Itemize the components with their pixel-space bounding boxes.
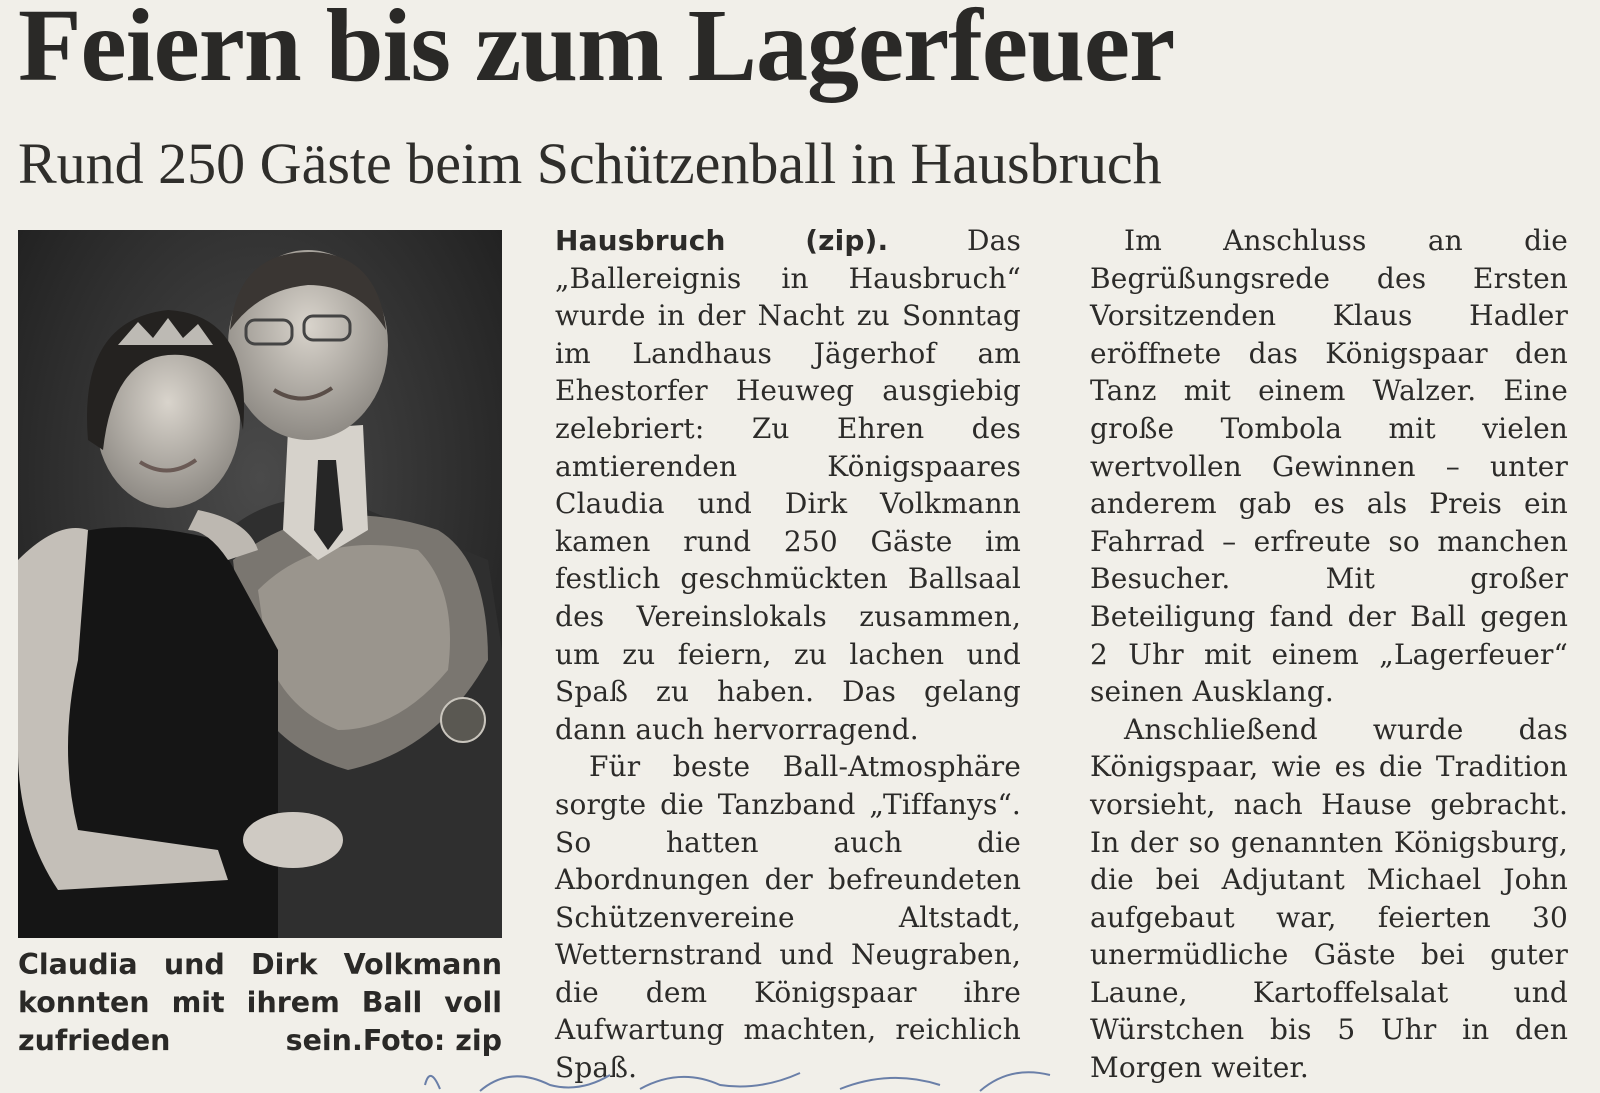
subheadline: Rund 250 Gäste beim Schützenball in Hausbruch <box>18 131 1162 196</box>
article-paragraph-1 <box>555 222 1021 748</box>
article-paragraph-4: Anschließend wurde das Königspaar, wie es die Tradition vorsieht, nach Hause gebracht. In der so genannten Königsburg, die bei Adjutant Michael John aufgebaut war, feierten 30 unermüdliche Gäste bei guter Laune, Kartoffelsalat und Würstchen bis 5 Uhr in den Morgen weiter. <box>1090 712 1568 1085</box>
couple-photo-illustration <box>18 230 502 938</box>
photo-credit: Foto: zip <box>362 1024 502 1057</box>
paragraph-1-text: Das „Ballereignis in Hausbruch“ wurde in der Nacht zu Sonntag im Landhaus Jägerhof am Ehestorfer Heuweg ausgiebig zelebriert: Zu Ehren des amtierenden Königspaares Claudia und Dirk Volkmann kamen rund 250 Gäste im festlich geschmückten Ballsaal des Vereinslokals zusammen, um zu feiern, zu lachen und Spaß zu haben. Das gelang dann auch hervorragend. <box>555 224 1021 746</box>
caption-text: Claudia und Dirk Volkmann konnten mit ihrem Ball voll zufrieden sein. <box>18 948 502 1057</box>
photo-caption <box>18 946 502 1060</box>
article-photo <box>18 230 502 938</box>
headline: Feiern bis zum Lagerfeuer <box>18 0 1175 103</box>
article-paragraph-2: Für beste Ball-Atmosphäre sorgte die Tanzband „Tiffanys“. So hatten auch die Abordnungen der befreundeten Schützenvereine Altstadt, Wetternstrand und Neugraben, die dem Königspaar ihre Aufwartung machten, reichlich Spaß. <box>555 750 1021 1085</box>
article-column-2 <box>1090 222 1568 1087</box>
article-paragraph-3: Im Anschluss an die Begrüßungsrede des Ersten Vorsitzenden Klaus Hadler eröffnete das Königspaar den Tanz mit einem Walzer. Eine große Tombola mit vielen wertvollen Gewinnen – unter anderem gab es als Preis ein Fahrrad – erfreute so manchen Besucher. Mit großer Beteiligung fand der Ball gegen 2 Uhr mit einem „Lagerfeuer“ seinen Ausklang. <box>1090 224 1568 709</box>
article-column-1 <box>555 222 1021 1087</box>
handwritten-scribble <box>420 1055 1060 1093</box>
dateline: Hausbruch (zip). <box>555 224 889 257</box>
bleed-through-text <box>1591 0 1600 121</box>
